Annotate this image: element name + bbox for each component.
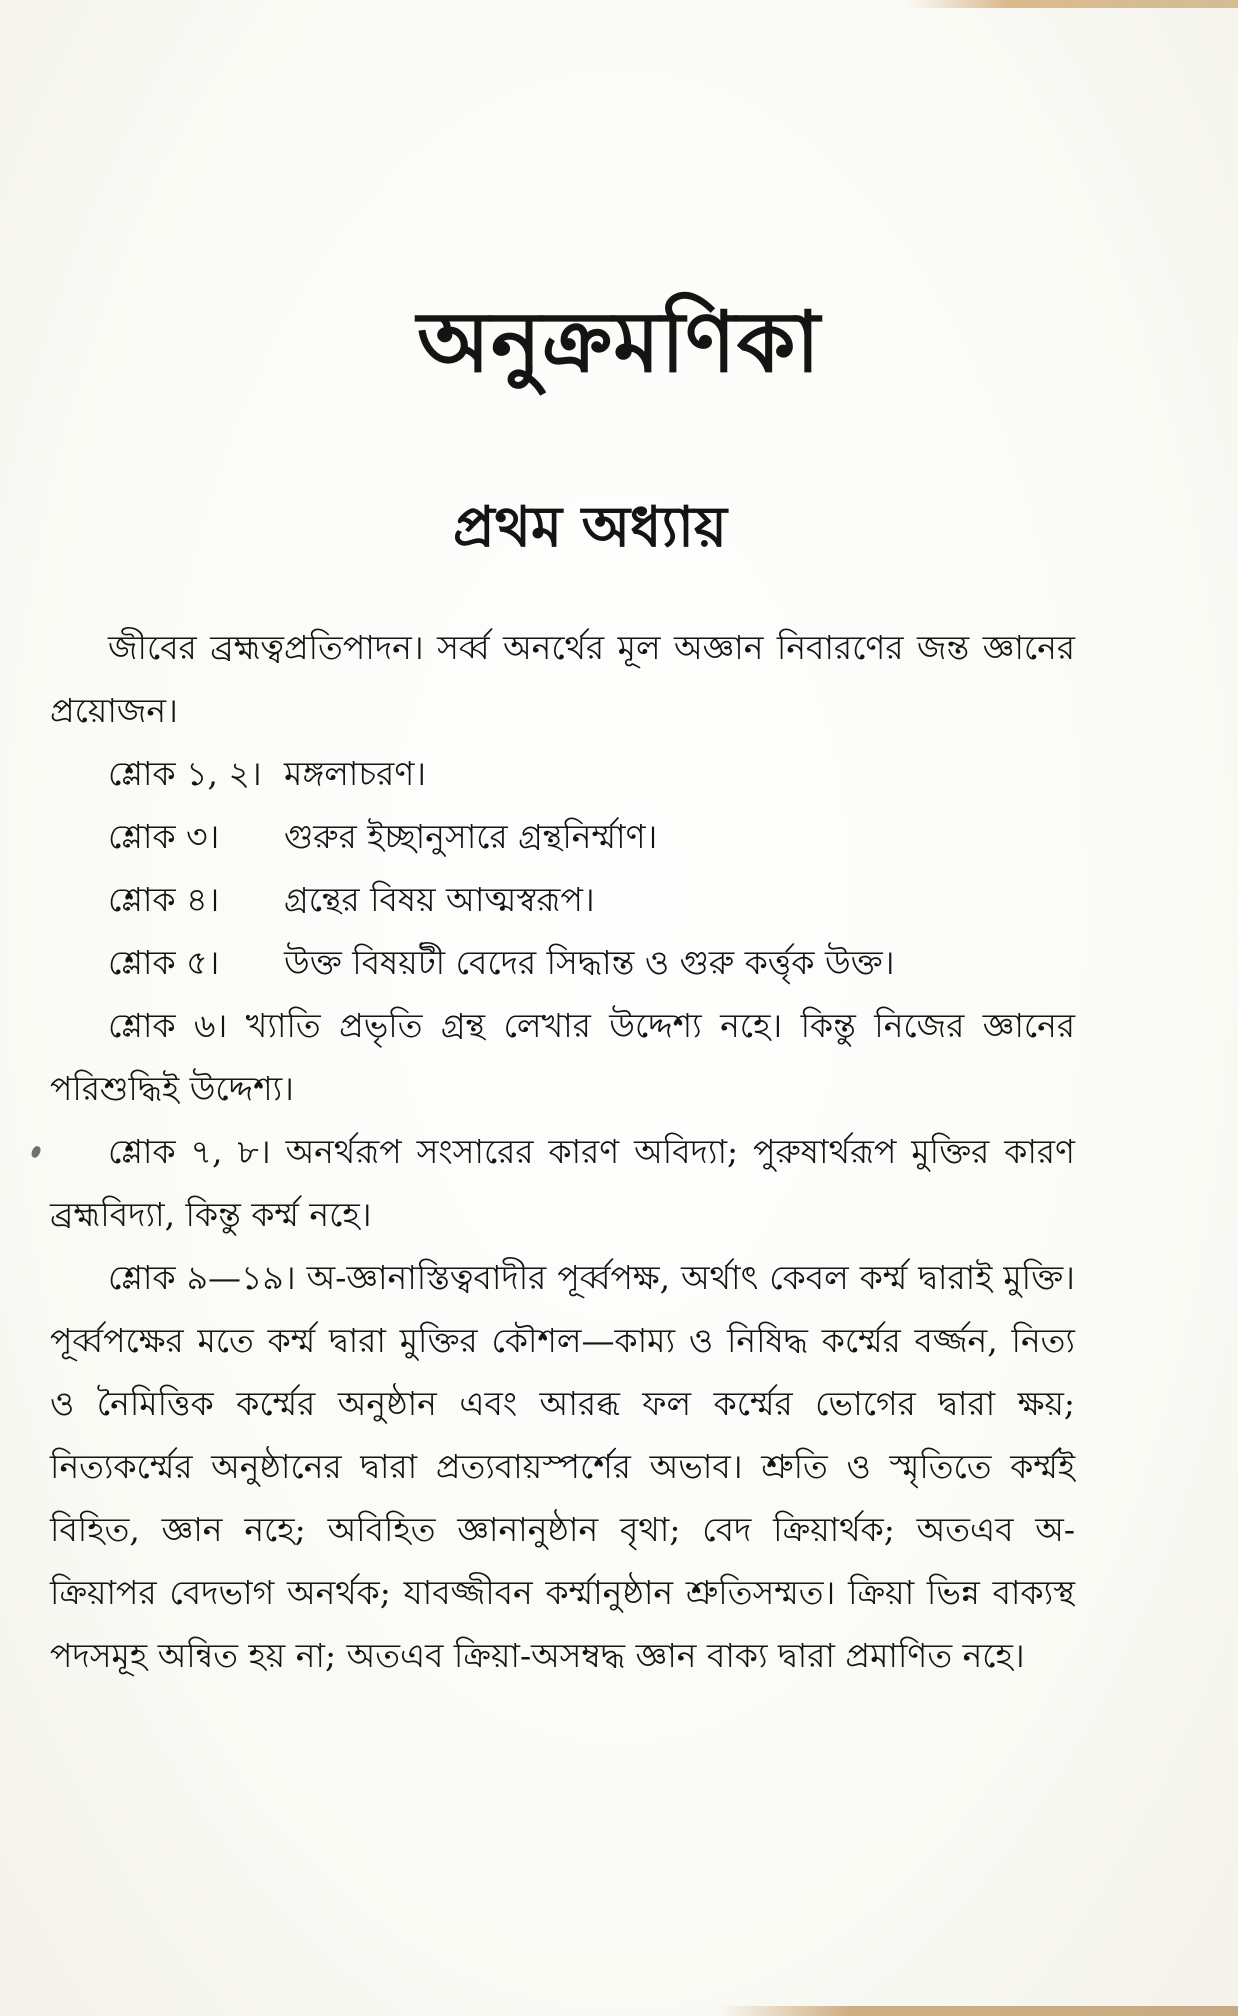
entry-text: গুরুর ইচ্ছানুসারে গ্রন্থনির্ম্মাণ। <box>284 817 658 856</box>
sloka-number: শ্লোক ৬। <box>108 1006 228 1045</box>
ink-speck <box>30 1145 42 1159</box>
entry-text: গ্রন্থের বিষয় আত্মস্বরূপ। <box>284 880 595 919</box>
contents-entry-long <box>50 994 1075 1120</box>
sloka-number: শ্লোক ৩। <box>108 817 220 856</box>
contents-entry <box>50 742 1075 805</box>
sloka-number: শ্লোক ১, ২। <box>108 754 262 793</box>
entry-text: অ-জ্ঞানাস্তিত্ববাদীর পূর্ব্বপক্ষ, অর্থাৎ কেবল কর্ম্ম দ্বারাই মুক্তি। পূর্ব্বপক্ষের মতে কর্ম্ম দ্বারা মুক্তির কৌশল—কাম্য ও নিষিদ্ধ কর্ম্মের বর্জ্জন, নিত্য ও নৈমিত্তিক কর্ম্মের অনুষ্ঠান এবং আরব্ধ ফল কর্ম্মের ভোগের দ্বারা ক্ষয়; নিত্যকর্ম্মের অনুষ্ঠানের দ্বারা প্রত্যবায়স্পর্শের অভাব। শ্রুতি ও স্মৃতিতে কর্ম্মই বিহিত, জ্ঞান নহে; অবিহিত জ্ঞানানুষ্ঠান বৃথা; বেদ ক্রিয়ার্থক; অতএব অ-ক্রিয়াপর বেদভাগ অনর্থক; যাবজ্জীবন কর্ম্মানুষ্ঠান শ্রুতিসম্মত। ক্রিয়া ভিন্ন বাক্যস্থ পদসমূহ অন্বিত হয় না; অতএব ক্রিয়া-অসম্বদ্ধ জ্ঞান বাক্য দ্বারা প্রমাণিত নহে। <box>50 1258 1075 1675</box>
contents-entry <box>50 868 1075 931</box>
entry-text: খ্যাতি প্রভৃতি গ্রন্থ লেখার উদ্দেশ্য নহে। কিন্তু নিজের জ্ঞানের পরিশুদ্ধিই উদ্দেশ্য। <box>50 1006 1075 1108</box>
contents-entry <box>50 931 1075 994</box>
contents-entry-long <box>50 1246 1075 1687</box>
entry-text: উক্ত বিষয়টী বেদের সিদ্ধান্ত ও গুরু কর্ত্তৃক উক্ত। <box>284 943 895 982</box>
entry-text: অনর্থরূপ সংসারের কারণ অবিদ্যা; পুরুষার্থরূপ মুক্তির কারণ ব্রহ্মবিদ্যা, কিন্তু কর্ম্ম নহে। <box>50 1132 1075 1234</box>
contents-entry <box>50 805 1075 868</box>
sloka-number: শ্লোক ৪। <box>108 880 220 919</box>
page-title: অনুক্রমণিকা <box>417 292 821 391</box>
intro-paragraph: জীবের ব্রহ্মত্বপ্রতিপাদন। সর্ব্ব অনর্থের মূল অজ্ঞান নিবারণের জন্ত জ্ঞানের প্রয়োজন। <box>50 628 1075 730</box>
sloka-number: শ্লোক ৫। <box>108 943 220 982</box>
entry-text: মঙ্গলাচরণ। <box>284 754 427 793</box>
sloka-number: শ্লোক ৯—১৯। <box>108 1258 296 1297</box>
chapter-heading: প্রথম অধ্যায় <box>452 494 727 560</box>
page-edge-top <box>908 0 1238 8</box>
contents-entry-long <box>50 1120 1075 1246</box>
sloka-number: শ্লোক ৭, ৮। <box>108 1132 271 1171</box>
page-edge-bottom <box>718 2006 1238 2016</box>
contents-body <box>50 616 1075 1687</box>
